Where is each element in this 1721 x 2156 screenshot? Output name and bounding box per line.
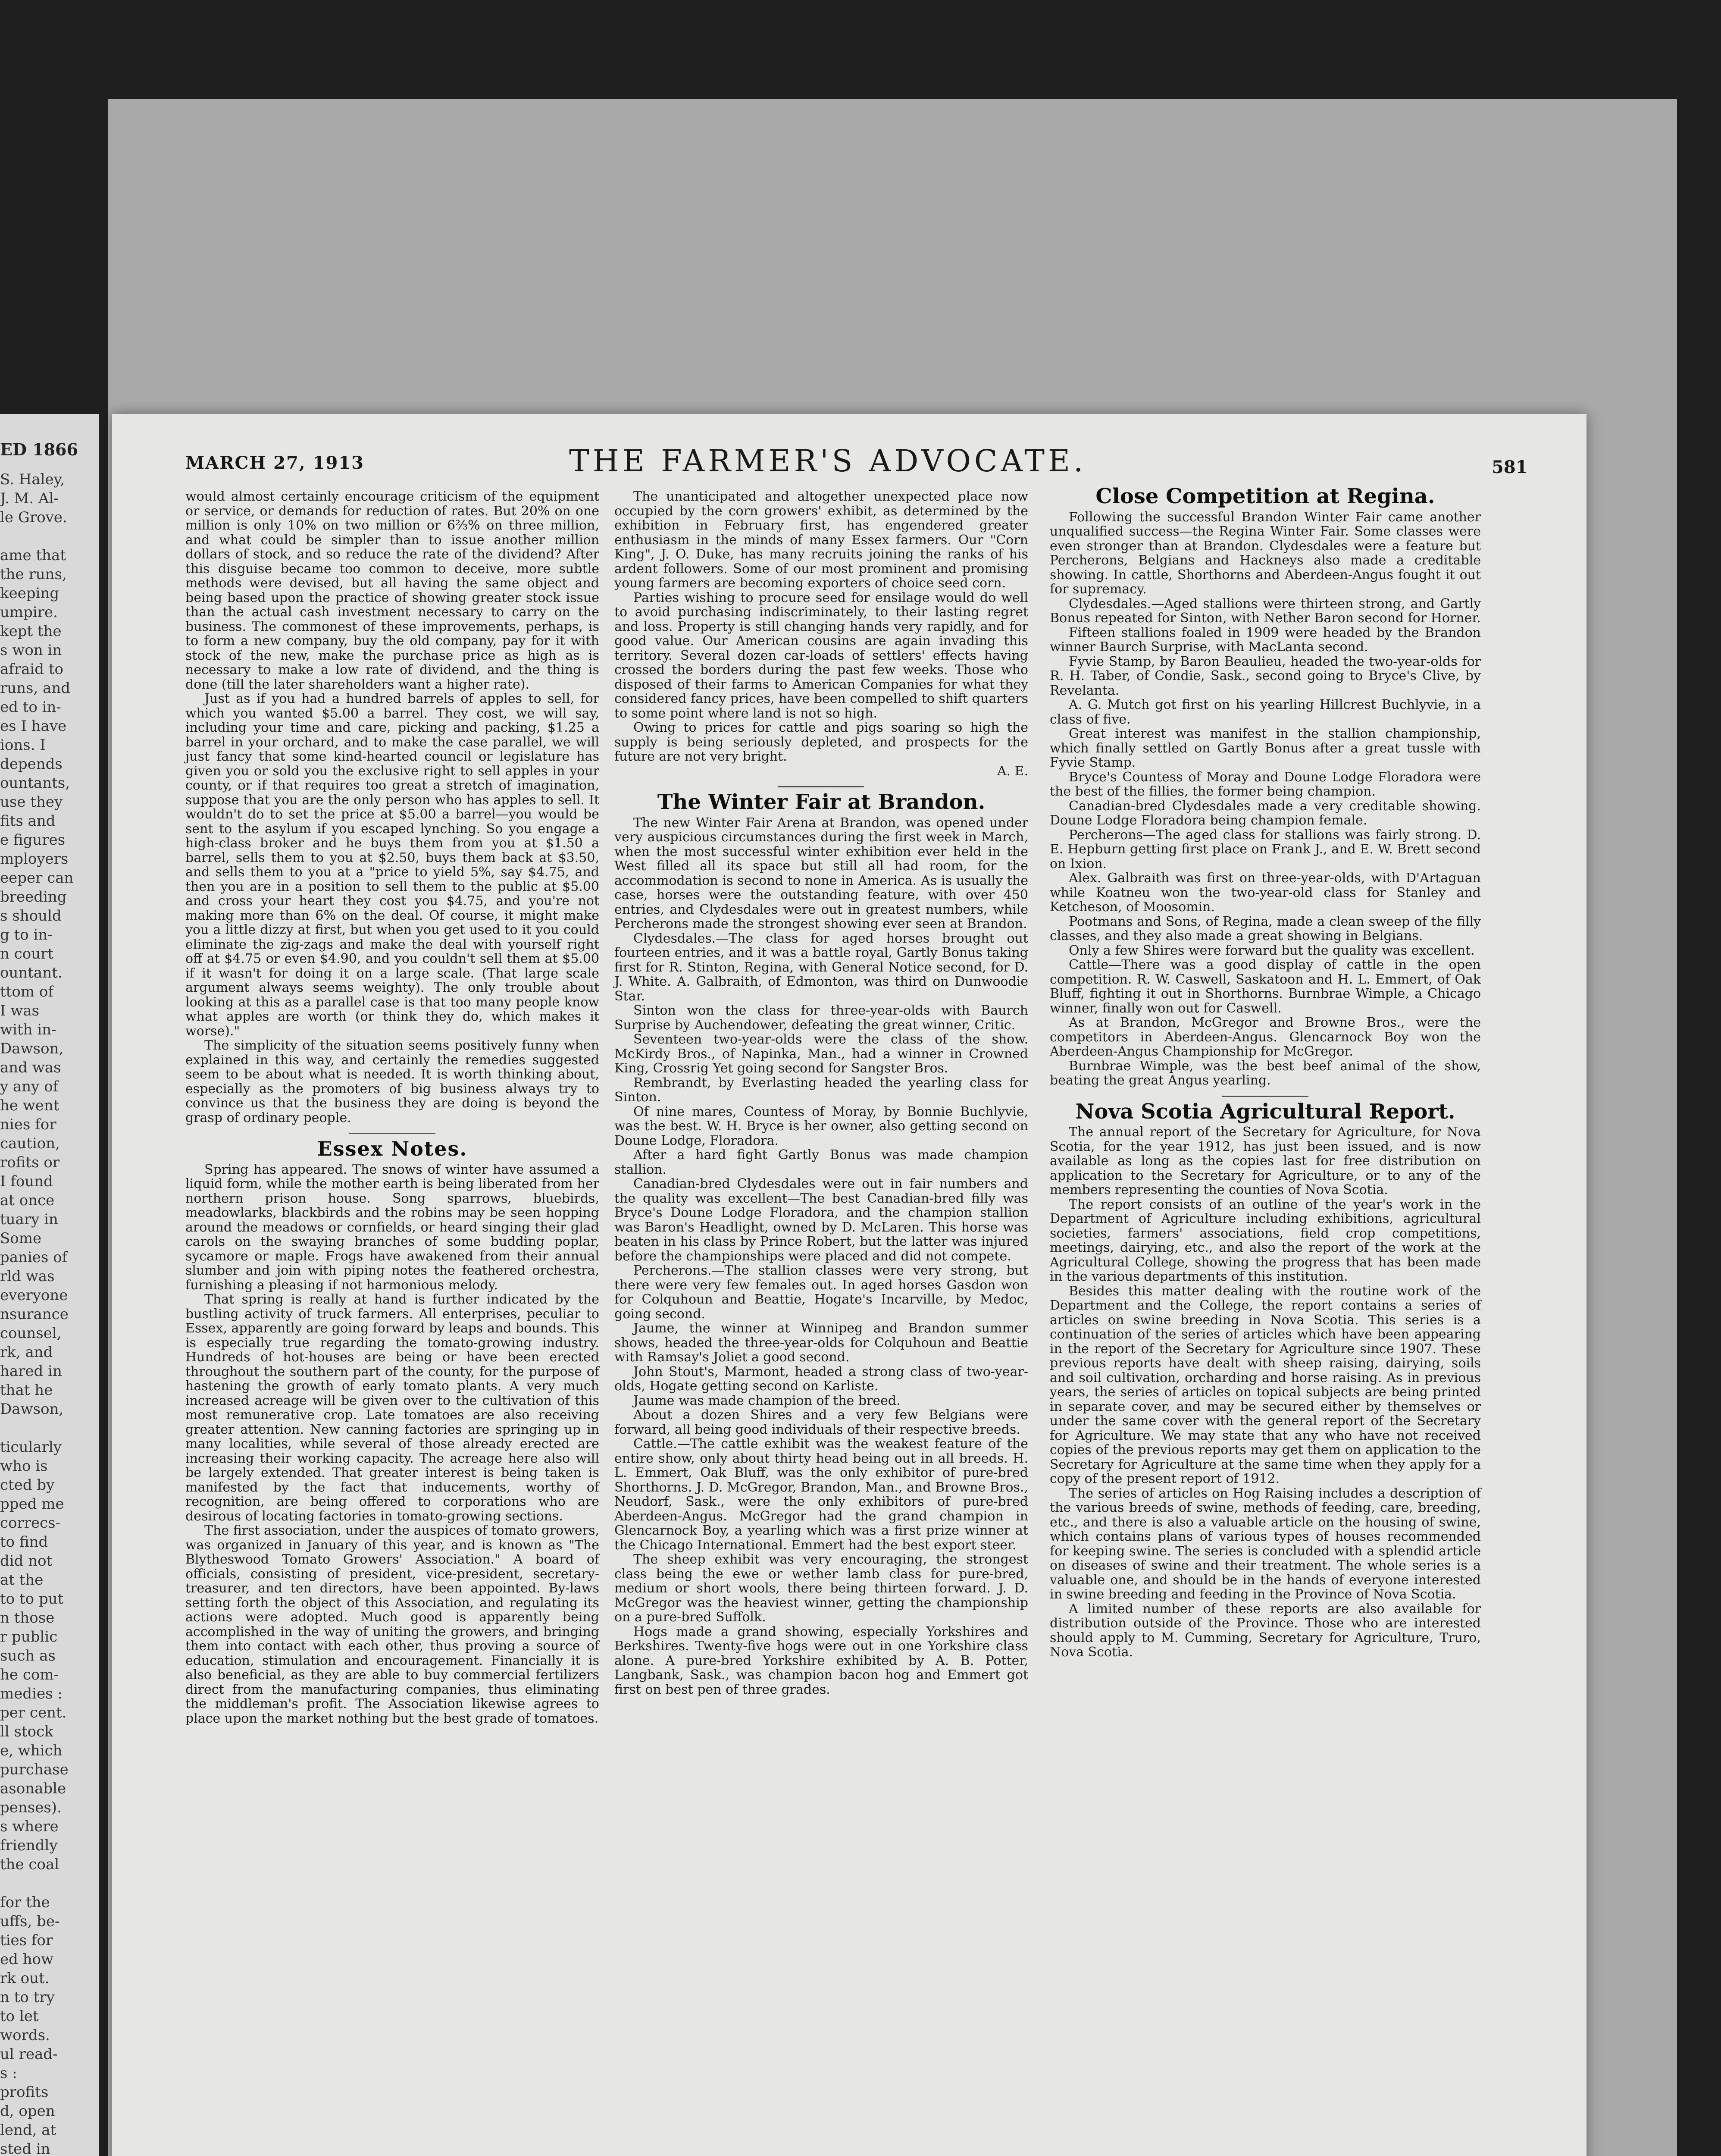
adjacent-page-line: s where	[0, 1818, 59, 1835]
adjacent-page-line: with in-	[0, 1021, 56, 1038]
brandon-fair-article	[614, 816, 1028, 1697]
adjacent-page-header: ED 1866	[0, 440, 78, 459]
adjacent-page-line: s won in	[0, 642, 62, 659]
brandon-fair-heading: The Winter Fair at Brandon.	[657, 790, 986, 814]
adjacent-page-line: Dawson,	[0, 1401, 64, 1418]
adjacent-page-line: es I have	[0, 718, 67, 735]
adjacent-page-line: at once	[0, 1192, 55, 1209]
adjacent-page-text	[0, 470, 99, 2156]
paragraph: About a dozen Shires and a very few Belgians were forward, all being good individuals of their respective breeds.	[614, 1407, 1028, 1437]
paragraph: As at Brandon, McGregor and Browne Bros., were the competitors in Aberdeen-Angus. Glencarnock Boy won the Aberdeen-Angus Championship for McGregor.	[1050, 1015, 1481, 1059]
paragraph: A limited number of these reports are also available for distribution outside of the Province. Those who are interested should apply to M. Cumming, Secretary for Agriculture, Truro, Nova Scotia.	[1050, 1601, 1481, 1660]
adjacent-page-line: to let	[0, 2008, 39, 2025]
adjacent-page-line: runs, and	[0, 680, 71, 697]
paragraph: Burnbrae Wimple, was the best beef animal of the show, beating the great Angus yearling.	[1050, 1058, 1481, 1088]
adjacent-page-line: rk, and	[0, 1344, 53, 1361]
adjacent-page-line: ed how	[0, 1951, 54, 1968]
adjacent-page-line: the coal	[0, 1856, 59, 1873]
nova-scotia-article	[1050, 1125, 1481, 1660]
adjacent-page-line: to to put	[0, 1590, 64, 1608]
adjacent-page-line: ll stock	[0, 1723, 53, 1740]
adjacent-page-line: at the	[0, 1571, 44, 1589]
issue-date: MARCH 27, 1913	[185, 453, 364, 473]
adjacent-page-line: did not	[0, 1552, 53, 1570]
adjacent-page-line	[0, 1419, 99, 1438]
adjacent-page-line: asonable	[0, 1780, 66, 1797]
adjacent-page-line: Some	[0, 1230, 42, 1247]
adjacent-page-line: ions. I	[0, 736, 46, 754]
paragraph: Percherons.—The stallion classes were very strong, but there were very few females out. In aged horses Gasdon won for Colquhoun and Beattie, Hogate's Incarville, by Medoc, going second.	[614, 1263, 1028, 1322]
adjacent-page-line: fits and	[0, 812, 56, 830]
adjacent-page-line: ountant.	[0, 964, 63, 981]
column-3	[1050, 484, 1481, 1660]
adjacent-page-line: counsel,	[0, 1325, 62, 1342]
adjacent-page-line: Dawson,	[0, 1040, 64, 1057]
adjacent-page-line: correcs-	[0, 1514, 61, 1532]
adjacent-page-line: cted by	[0, 1476, 55, 1494]
adjacent-page-line: penses).	[0, 1799, 62, 1816]
paragraph: Parties wishing to procure seed for ensilage would do well to avoid purchasing indiscriminately, to their lasting regret and loss. Property is still changing hands very rapidly, and for good value. Our American cousins are again invading this territory. Several dozen car-loads of settlers' effects having crossed the borders during the past few weeks. Those who disposed of their farms to American Companies for what they considered fancy prices, have been compelled to shift quarters to some point where land is not so high.	[614, 590, 1028, 721]
adjacent-page-line: he com-	[0, 1666, 59, 1683]
adjacent-page-fragment	[0, 414, 99, 2156]
adjacent-page-line: ame that	[0, 547, 66, 564]
adjacent-page-line: S. Haley,	[0, 471, 65, 488]
paragraph: Besides this matter dealing with the routine work of the Department and the College, the report contains a series of articles on swine breeding in Nova Scotia. This series is a continuation of the series of articles which have been appearing in the report of the Secretary for Agriculture since 1907. These previous reports have dealt with sheep raising, dairying, soils and soil cultivation, orcharding and horse raising. As in previous years, the series of articles on topical subjects are being printed in separate cover, and may be secured either by themselves or under the same cover with the general report of the Secretary for Agriculture. We may state that any who have not received copies of the previous reports may get them on application to the Secretary for Agriculture at the same time when they apply for a copy of the present report of 1912.	[1050, 1283, 1481, 1486]
adjacent-page-line: tuary in	[0, 1211, 58, 1228]
paragraph: Clydesdales.—Aged stallions were thirteen strong, and Gartly Bonus repeated for Sinton, with Nether Baron second for Horner.	[1050, 596, 1481, 626]
adjacent-page-line: umpire.	[0, 604, 58, 621]
adjacent-page-line: y any of	[0, 1078, 59, 1095]
paragraph: A. G. Mutch got first on his yearling Hillcrest Buchlyvie, in a class of five.	[1050, 697, 1481, 727]
paragraph: would almost certainly encourage criticism of the equipment or service, or demands for reduction of rates. But 20% on one million is only 10% on two million or 6⅔% on three million, and what could be simpler than to issue another million dollars of stock, and so reduce the rate of the dividend? After this disguise became too common to deceive, more subtle methods were devised, but all having the same object and being based upon the practice of showing greater stock issue than the actual cash investment necessary to carry on the business. The commonest of these improvements, perhaps, is to form a new company, buy the old company, pay for it with stock of the new, make the purchase price as high as is necessary to make a low rate of dividend, and the thing is done (till the later shareholders want a higher rate).	[185, 489, 599, 692]
paragraph: The series of articles on Hog Raising includes a description of the various breeds of swine, methods of feeding, care, breeding, etc., and there is also a valuable article on the housing of swine, which contains plans of various types of houses recommended for keeping swine. The series is concluded with a splendid article on diseases of swine and their treatment. The whole series is a valuable one, and should be in the hands of everyone interested in swine breeding and feeding in the Province of Nova Scotia.	[1050, 1485, 1481, 1602]
adjacent-page-line: eeper can	[0, 869, 74, 887]
adjacent-page-line: lend, at	[0, 2122, 56, 2139]
adjacent-page-line: profits	[0, 2084, 49, 2101]
paragraph: That spring is really at hand is further indicated by the bustling activity of truck farmers. All enterprises, peculiar to Essex, apparently are going forward by leaps and bounds. This is especially true regarding the tomato-growing industry. Hundreds of hot-houses are being or have been erected throughout the southern part of the county, for the purpose of hastening the growth of early tomato plants. A very much increased acreage will be given over to the cultivation of this most remunerative crop. Late tomatoes are also receiving greater attention. New canning factories are springing up in many localities, while several of those already erected are increasing their working capacity. The acreage here also will be largely extended. That greater interest is being taken is manifested by the fact that inducements, worthy of recognition, are being offered to corporations who are desirous of locating factories in tomato-growing sections.	[185, 1292, 599, 1524]
paragraph: Canadian-bred Clydesdales were out in fair numbers and the quality was excellent—The best Canadian-bred filly was Bryce's Doune Lodge Floradora, and the champion stallion was Baron's Headlight, owned by D. McLaren. This horse was beaten in his class by Prince Robert, but the latter was injured before the championships were placed and did not compete.	[614, 1176, 1028, 1264]
adjacent-page-line	[0, 527, 99, 546]
paragraph: Fifteen stallions foaled in 1909 were headed by the Brandon winner Baurch Surprise, with MacLanta second.	[1050, 625, 1481, 655]
adjacent-page-line: sted in	[0, 2140, 50, 2156]
adjacent-page-line: n to try	[0, 1989, 55, 2006]
adjacent-page-line: such as	[0, 1647, 56, 1664]
adjacent-page-line: caution,	[0, 1135, 60, 1152]
paragraph: Fyvie Stamp, by Baron Beaulieu, headed the two-year-olds for R. H. Taber, of Condie, Sask., second going to Bryce's Clive, by Revelanta.	[1050, 654, 1481, 698]
page-number: 581	[1492, 457, 1528, 477]
nova-scotia-heading: Nova Scotia Agricultural Report.	[1075, 1099, 1455, 1124]
paragraph: Following the successful Brandon Winter Fair came another unqualified success—the Regina Winter Fair. Some classes were even stronger than at Brandon. Clydesdales were a feature but Percherons, Belgians and Hackneys also made a creditable showing. In cattle, Shorthorns and Aberdeen-Angus fought it out for supremacy.	[1050, 509, 1481, 597]
paragraph: Only a few Shires were forward but the quality was excellent.	[1069, 943, 1475, 958]
adjacent-page-line: d, open	[0, 2103, 55, 2120]
paragraph: Seventeen two-year-olds were the class of the show. McKirdy Bros., of Napinka, Man., had a winner in Crowned King, Crossrig Yet going second for Sangster Bros.	[614, 1032, 1028, 1076]
adjacent-page-line: e figures	[0, 831, 66, 849]
adjacent-page-line: everyone	[0, 1287, 68, 1304]
adjacent-page-line: panies of	[0, 1249, 68, 1266]
adjacent-page-line: and was	[0, 1059, 61, 1076]
adjacent-page-line: e, which	[0, 1742, 63, 1759]
section-divider	[1222, 1096, 1308, 1097]
adjacent-page-line: g to in-	[0, 926, 53, 943]
paragraph: The first association, under the auspices of tomato growers, was organized in January of this year, and is known as "The Blytheswood Tomato Growers' Association." A board of officials, consisting of president, vice-president, secretary-treasurer, and ten directors, have been appointed. By-laws setting forth the object of this Association, and regulating its actions were adopted. Much good is apparently being accomplished in the way of uniting the growers, and bringing them into contact with each other, thus proving a source of education, stimulation and encouragement. Financially it is also beneficial, as they are able to buy commercial fertilizers direct from the manufacturing companies, thus eliminating the middleman's profit. The Association likewise agrees to place upon the market nothing but the best grade of tomatoes.	[185, 1523, 599, 1726]
section-divider	[778, 786, 864, 787]
adjacent-page-line: ticularly	[0, 1438, 62, 1456]
adjacent-page-line: ties for	[0, 1932, 53, 1949]
section-divider	[349, 1133, 435, 1134]
paragraph: Bryce's Countess of Moray and Doune Lodge Floradora were the best of the fillies, the former being champion.	[1050, 769, 1481, 799]
paragraph: The sheep exhibit was very encouraging, the strongest class being the ewe or wether lamb class for pure-bred, medium or short wools, there being thirteen forward. J. D. McGregor was the heaviest winner, getting the championship on a pure-bred Suffolk.	[614, 1552, 1028, 1625]
adjacent-page-line: ountants,	[0, 774, 70, 792]
paragraph: Pootmans and Sons, of Regina, made a clean sweep of the filly classes, and they also made a great showing in Belgians.	[1050, 914, 1481, 943]
paragraph: Great interest was manifest in the stallion championship, which finally settled on Gartly Bonus after a great tussle with Fyvie Stamp.	[1050, 726, 1481, 770]
adjacent-page-line: nies for	[0, 1116, 56, 1133]
paragraph: The simplicity of the situation seems positively funny when explained in this way, and certainly the remedies suggested seem to be about what is needed. It is worth thinking about, especially as the promoters of big business always try to convince us that the business they are doing is beyond the grasp of ordinary people.	[185, 1038, 599, 1125]
paragraph: Owing to prices for cattle and pigs soaring so high the supply is being seriously depleted, and prospects for the future are not very bright.	[614, 720, 1028, 764]
adjacent-page-line: depends	[0, 755, 63, 773]
adjacent-page-line: s should	[0, 907, 62, 924]
paragraph: Jaume was made champion of the breed.	[633, 1393, 901, 1408]
newspaper-page	[112, 414, 1586, 2156]
adjacent-page-line: n those	[0, 1609, 55, 1626]
adjacent-page-line: that he	[0, 1382, 53, 1399]
adjacent-page-line: s :	[0, 2065, 17, 2082]
adjacent-page-line: hared in	[0, 1363, 62, 1380]
paragraph: Rembrandt, by Everlasting headed the yearling class for Sinton.	[614, 1075, 1028, 1105]
adjacent-page-line: rk out.	[0, 1970, 50, 1987]
adjacent-page-line: for the	[0, 1894, 50, 1911]
adjacent-page-line: ed to in-	[0, 699, 61, 716]
adjacent-page-line: I was	[0, 1002, 40, 1019]
paragraph: The annual report of the Secretary for Agriculture, for Nova Scotia, for the year 1912, has just been issued, and is now available as long as the copies last for free distribution on application to the Secretary for Agriculture, or to any of the members representing the counties of Nova Scotia.	[1050, 1125, 1481, 1197]
essex-notes-article	[185, 1163, 599, 1726]
article-continuation	[185, 489, 599, 1125]
regina-article	[1050, 510, 1481, 1088]
adjacent-page-line: he went	[0, 1097, 59, 1114]
paragraph: Cattle—There was a good display of cattle in the open competition. R. W. Caswell, Saskatoon and H. L. Emmert, of Oak Bluff, fighting it out in Shorthorns. Burnbrae Wimple, a Chicago winner, finally won out for Caswell.	[1050, 957, 1481, 1016]
essex-notes-continuation	[614, 489, 1028, 764]
adjacent-page-line: kept the	[0, 623, 62, 640]
paragraph: Jaume, the winner at Winnipeg and Brandon summer shows, headed the three-year-olds for Colquhoun and Beattie with Ramsay's Joliet a good second.	[614, 1321, 1028, 1365]
adjacent-page-line: ul read-	[0, 2046, 58, 2063]
adjacent-page-line: uffs, be-	[0, 1913, 60, 1930]
paragraph: Cattle.—The cattle exhibit was the weakest feature of the entire show, only about thirty head being out in all breeds. H. L. Emmert, Oak Bluff, was the only exhibitor of pure-bred Shorthorns. J. D. McGregor, Brandon, Man., and Browne Bros., Neudorf, Sask., were the only exhibitors of pure-bred Aberdeen-Angus. McGregor had the grand champion in Glencarnock Boy, a yearling which was a first prize winner at the Chicago International. Emmert had the best export steer.	[614, 1436, 1028, 1553]
paragraph: Clydesdales.—The class for aged horses brought out fourteen entries, and it was a battle royal, Gartly Bonus taking first for R. Stinton, Regina, with General Notice second, for D. J. White. A. Galbraith, of Edmonton, was third on Dunwoodie Star.	[614, 931, 1028, 1004]
paragraph: Sinton won the class for three-year-olds with Baurch Surprise by Auchendower, defeating the great winner, Critic.	[614, 1003, 1028, 1033]
adjacent-page-line: per cent.	[0, 1704, 67, 1721]
paragraph: The new Winter Fair Arena at Brandon, was opened under very auspicious circumstances during the first week in March, when the most successful winter exhibition ever held in the West filled all its space but still all had room, for the accommodation is second to none in America. As is usually the case, horses were the outstanding feature, with over 450 entries, and Clydesdales were out in greatest numbers, while Percherons made the strongest showing ever seen at Brandon.	[614, 815, 1028, 931]
essex-notes-heading: Essex Notes.	[317, 1137, 468, 1160]
adjacent-page-line: who is	[0, 1457, 48, 1475]
adjacent-page-line: J. M. Al-	[0, 490, 59, 507]
paragraph: Just as if you had a hundred barrels of apples to sell, for which you wanted $5.00 a barrel. They cost, we will say, including your time and care, picking and packing, $1.25 a barrel in your orchard, and to make the case parallel, we will just fancy that some kind-hearted council or legislature has given you or sold you the exclusive right to sell apples in your county, or if that requires too great a stretch of imagination, suppose that you are the only person who has apples to sell. It wouldn't do to set the price at $5.00 a barrel—you would be sent to the asylum if you escaped lynching. So you engage a high-class broker and he buys them from you at $1.50 a barrel, sells them to you at $2.50, buys them back at $3.50, and sells them to you at a "price to yield 5%, say $4.75, and then you are in a position to sell them to the public at $5.00 and cross your heart they cost you $4.75, and you're not making more than 6% on the deal. Of course, it might make you a little dizzy at first, but when you get used to it you could eliminate the zig-zags and make the deal with yourself right off at $4.75 or even $4.90, and you couldn't sell them at $5.00 if it wasn't for doing it on a large scale. (That large scale argument always seems weighty). The only trouble about looking at this as a parallel case is that too many people know what apples are worth (or think they do, which makes it worse)."	[185, 691, 599, 1039]
adjacent-page-line: I found	[0, 1173, 53, 1190]
column-2	[614, 489, 1028, 1697]
adjacent-page-line: keeping	[0, 585, 59, 602]
paragraph: Canadian-bred Clydesdales made a very creditable showing. Doune Lodge Floradora being champion female.	[1050, 798, 1481, 828]
adjacent-page-line: purchase	[0, 1761, 69, 1778]
adjacent-page-line: ttom of	[0, 983, 53, 1000]
adjacent-page-line: breeding	[0, 888, 67, 906]
paragraph: Percherons—The aged class for stallions was fairly strong. D. E. Hepburn getting first place on Frank J., and E. W. Brett second on Ixion.	[1050, 827, 1481, 871]
adjacent-page-line: r public	[0, 1628, 58, 1645]
adjacent-page-line: to find	[0, 1533, 48, 1551]
paragraph: The unanticipated and altogether unexpected place now occupied by the corn growers' exhibit, as determined by the exhibition in February first, has engendered greater enthusiasm in the minds of many Essex farmers. Our "Corn King", J. O. Duke, has many recruits joining the ranks of his ardent followers. Some of our most prominent and promising young farmers are becoming exporters of choice seed corn.	[614, 489, 1028, 591]
adjacent-page-line: use they	[0, 793, 63, 811]
paragraph: John Stout's, Marmont, headed a strong class of two-year-olds, Hogate getting second on Karliste.	[614, 1364, 1028, 1394]
adjacent-page-line: medies :	[0, 1685, 63, 1702]
adjacent-page-line: friendly	[0, 1837, 58, 1854]
adjacent-page-line: le Grove.	[0, 509, 67, 526]
adjacent-page-line: nsurance	[0, 1306, 69, 1323]
adjacent-page-line: mployers	[0, 850, 69, 868]
regina-heading: Close Competition at Regina.	[1095, 484, 1435, 508]
article-signature: A. E.	[997, 763, 1028, 779]
adjacent-page-line: the runs,	[0, 566, 67, 583]
adjacent-page-line	[0, 1874, 99, 1893]
adjacent-page-line: n court	[0, 945, 54, 962]
paragraph: The report consists of an outline of the year's work in the Department of Agriculture including exhibitions, agricultural societies, farmers' associations, field crop competitions, meetings, dairying, etc., and also the report of the work at the Agricultural College, showing the progress that has been made in the various departments of this institution.	[1050, 1197, 1481, 1284]
adjacent-page-line: words.	[0, 2027, 50, 2044]
adjacent-page-line: rld was	[0, 1268, 55, 1285]
paragraph: Spring has appeared. The snows of winter have assumed a liquid form, while the mother earth is being liberated from her northern prison house. Song sparrows, bluebirds, meadowlarks, blackbirds and the robins may be seen hopping around the meadows or cornfields, or heard singing their glad carols on the swaying branches of some budding poplar, sycamore or maple. Frogs have awakened from their annual slumber and join with piping notes the feathered orchestra, furnishing a pleasing if not harmonious melody.	[185, 1162, 599, 1293]
adjacent-page-line: pped me	[0, 1495, 64, 1513]
paragraph: Alex. Galbraith was first on three-year-olds, with D'Artaguan while Koatneu won the two-year-old class for Stanley and Ketcheson, of Moosomin.	[1050, 871, 1481, 915]
paragraph: After a hard fight Gartly Bonus was made champion stallion.	[614, 1147, 1028, 1177]
masthead-title: THE FARMER'S ADVOCATE.	[569, 443, 1087, 479]
adjacent-page-line: rofits or	[0, 1154, 60, 1171]
paragraph: Hogs made a grand showing, especially Yorkshires and Berkshires. Twenty-five hogs were out in one Yorkshire class alone. A pure-bred Yorkshire exhibited by A. B. Potter, Langbank, Sask., was champion bacon hog and Emmert got first on best pen of three grades.	[614, 1624, 1028, 1697]
column-1	[185, 489, 599, 1726]
paragraph: Of nine mares, Countess of Moray, by Bonnie Buchlyvie, was the best. W. H. Bryce is her owner, also getting second on Doune Lodge, Floradora.	[614, 1104, 1028, 1148]
adjacent-page-line: afraid to	[0, 661, 63, 678]
